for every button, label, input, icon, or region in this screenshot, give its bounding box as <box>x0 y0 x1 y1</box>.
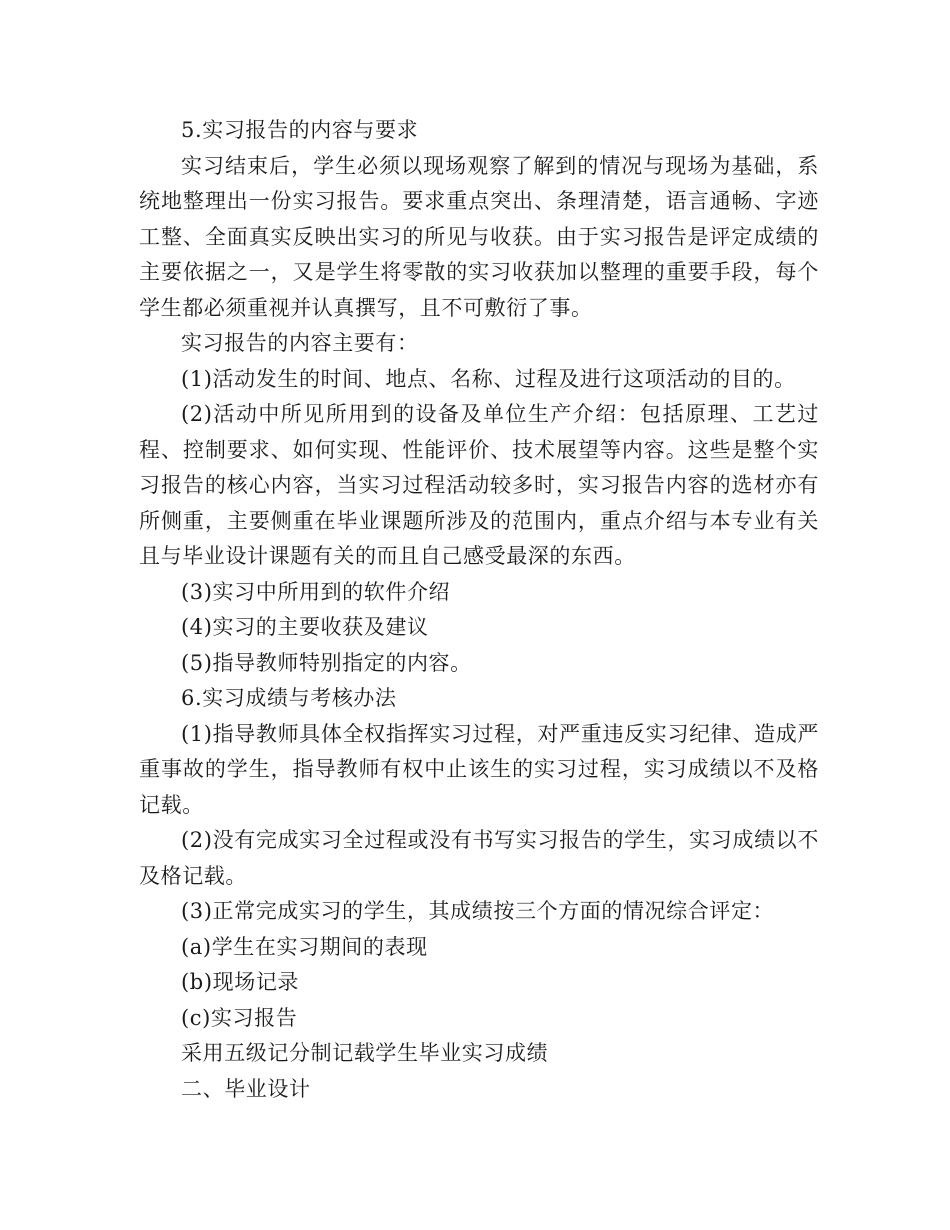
list-item-grading-3: (3)正常完成实习的学生，其成绩按三个方面的情况综合评定： <box>181 899 775 923</box>
list-item-grading-b: (b)现场记录 <box>181 970 300 994</box>
list-item-content-1: (1)活动发生的时间、地点、名称、过程及进行这项活动的目的。 <box>181 366 796 391</box>
list-item-content-4: (4)实习的主要收获及建议 <box>181 615 429 639</box>
document-page <box>139 113 819 1107</box>
paragraph-report-contents-intro: 实习报告的内容主要有： <box>181 331 419 355</box>
list-item-grading-2: (2)没有完成实习全过程或没有书写实习报告的学生，实习成绩以不及格记载。 <box>139 828 819 888</box>
list-item-content-5: (5)指导教师特别指定的内容。 <box>181 650 472 675</box>
list-item-grading-c: (c)实习报告 <box>181 1005 298 1030</box>
section-heading-graduation-design: 二、毕业设计 <box>181 1076 311 1101</box>
section-heading-report-content: 5.实习报告的内容与要求 <box>181 118 419 142</box>
list-item-grading-1: (1)指导教师具体全权指挥实习过程，对严重违反实习纪律、造成严重事故的学生，指导教师有权中止该生的实习过程，实习成绩以不及格记载。 <box>139 721 819 817</box>
section-heading-grading: 6.实习成绩与考核办法 <box>181 686 397 710</box>
paragraph-grading-scale: 采用五级记分制记载学生毕业实习成绩 <box>181 1041 549 1065</box>
paragraph-report-requirements: 实习结束后，学生必须以现场观察了解到的情况与现场为基础，系统地整理出一份实习报告。要求重点突出、条理清楚，语言通畅、字迹工整、全面真实反映出实习的所见与收获。由于实习报告是评定成绩的主要依据之一，又是学生将零散的实习收获加以整理的重要手段，每个学生都必须重视并认真撰写，且不可敷衍了事。 <box>139 153 819 320</box>
list-item-content-2: (2)活动中所见所用到的设备及单位生产介绍：包括原理、工艺过程、控制要求、如何实现、性能评价、技术展望等内容。这些是整个实习报告的核心内容，当实习过程活动较多时，实习报告内容的选材亦有所侧重，主要侧重在毕业课题所涉及的范围内，重点介绍与本专业有关且与毕业设计课题有关的而且自己感受最深的东西。 <box>139 402 819 568</box>
list-item-grading-a: (a)学生在实习期间的表现 <box>181 934 428 959</box>
list-item-content-3: (3)实习中所用到的软件介绍 <box>181 579 451 604</box>
